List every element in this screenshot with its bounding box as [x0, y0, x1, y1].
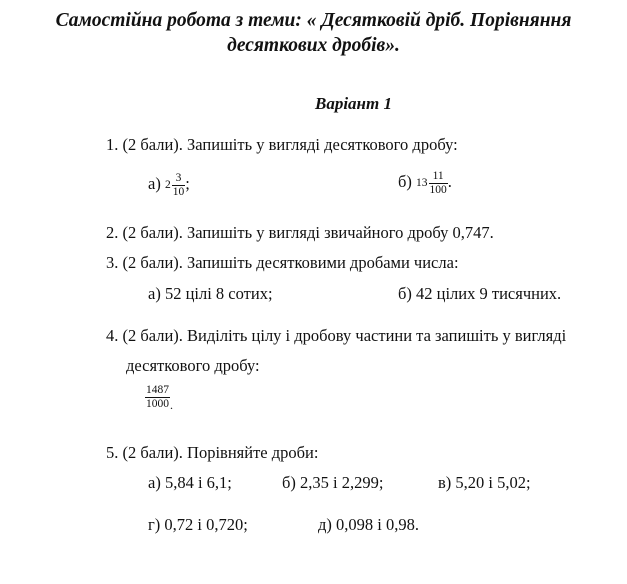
separator: . — [447, 171, 452, 191]
question-1-item-a — [148, 172, 190, 198]
question-3-item-a: а) 52 цілі 8 сотих; — [148, 284, 273, 303]
fraction-denominator: 10 — [172, 185, 185, 198]
variant-heading: Варіант 1 — [315, 94, 392, 113]
question-5-item-e: д) 0,098 і 0,98. — [318, 515, 419, 534]
fraction — [172, 172, 186, 198]
mixed-number-whole: 13 — [416, 177, 428, 190]
separator: . — [170, 397, 173, 412]
fraction-denominator: 100 — [429, 183, 447, 196]
question-1-item-b — [398, 170, 452, 196]
question-4-line1: 4. (2 бали). Виділіть цілу і дробову частини та запишіть у вигляді — [106, 326, 567, 345]
worksheet-title-line1: Самостійна робота з теми: « Десятковій дріб. Порівняння — [55, 10, 572, 31]
fraction — [145, 384, 170, 410]
mixed-number-whole: 2 — [164, 179, 171, 192]
fraction — [429, 170, 448, 196]
fraction-numerator: 11 — [432, 170, 444, 182]
question-5-item-c: в) 5,20 і 5,02; — [438, 473, 531, 492]
question-4-fraction — [145, 384, 173, 413]
worksheet-title-line2: десяткових дробів». — [227, 35, 400, 56]
question-3-text: 3. (2 бали). Запишіть десятковими дробами числа: — [106, 253, 459, 272]
separator: ; — [185, 173, 190, 193]
question-5-item-b: б) 2,35 і 2,299; — [282, 473, 384, 492]
question-5-item-d: г) 0,72 і 0,720; — [148, 515, 248, 534]
fraction-numerator: 3 — [175, 172, 182, 184]
fraction-denominator: 1000 — [146, 397, 169, 410]
item-a-label: а) — [148, 173, 161, 193]
question-5-item-a: а) 5,84 і 6,1; — [148, 473, 232, 492]
question-5-text: 5. (2 бали). Порівняйте дроби: — [106, 443, 319, 462]
question-3-item-b: б) 42 цілих 9 тисячних. — [398, 284, 562, 303]
question-2-text: 2. (2 бали). Запишіть у вигляді звичайного дробу 0,747. — [106, 223, 494, 242]
question-4-line2: десяткового дробу: — [126, 356, 260, 375]
fraction-numerator: 1487 — [146, 384, 169, 396]
question-1-text: 1. (2 бали). Запишіть у вигляді десяткового дробу: — [106, 135, 458, 154]
item-b-label: б) — [398, 171, 412, 191]
